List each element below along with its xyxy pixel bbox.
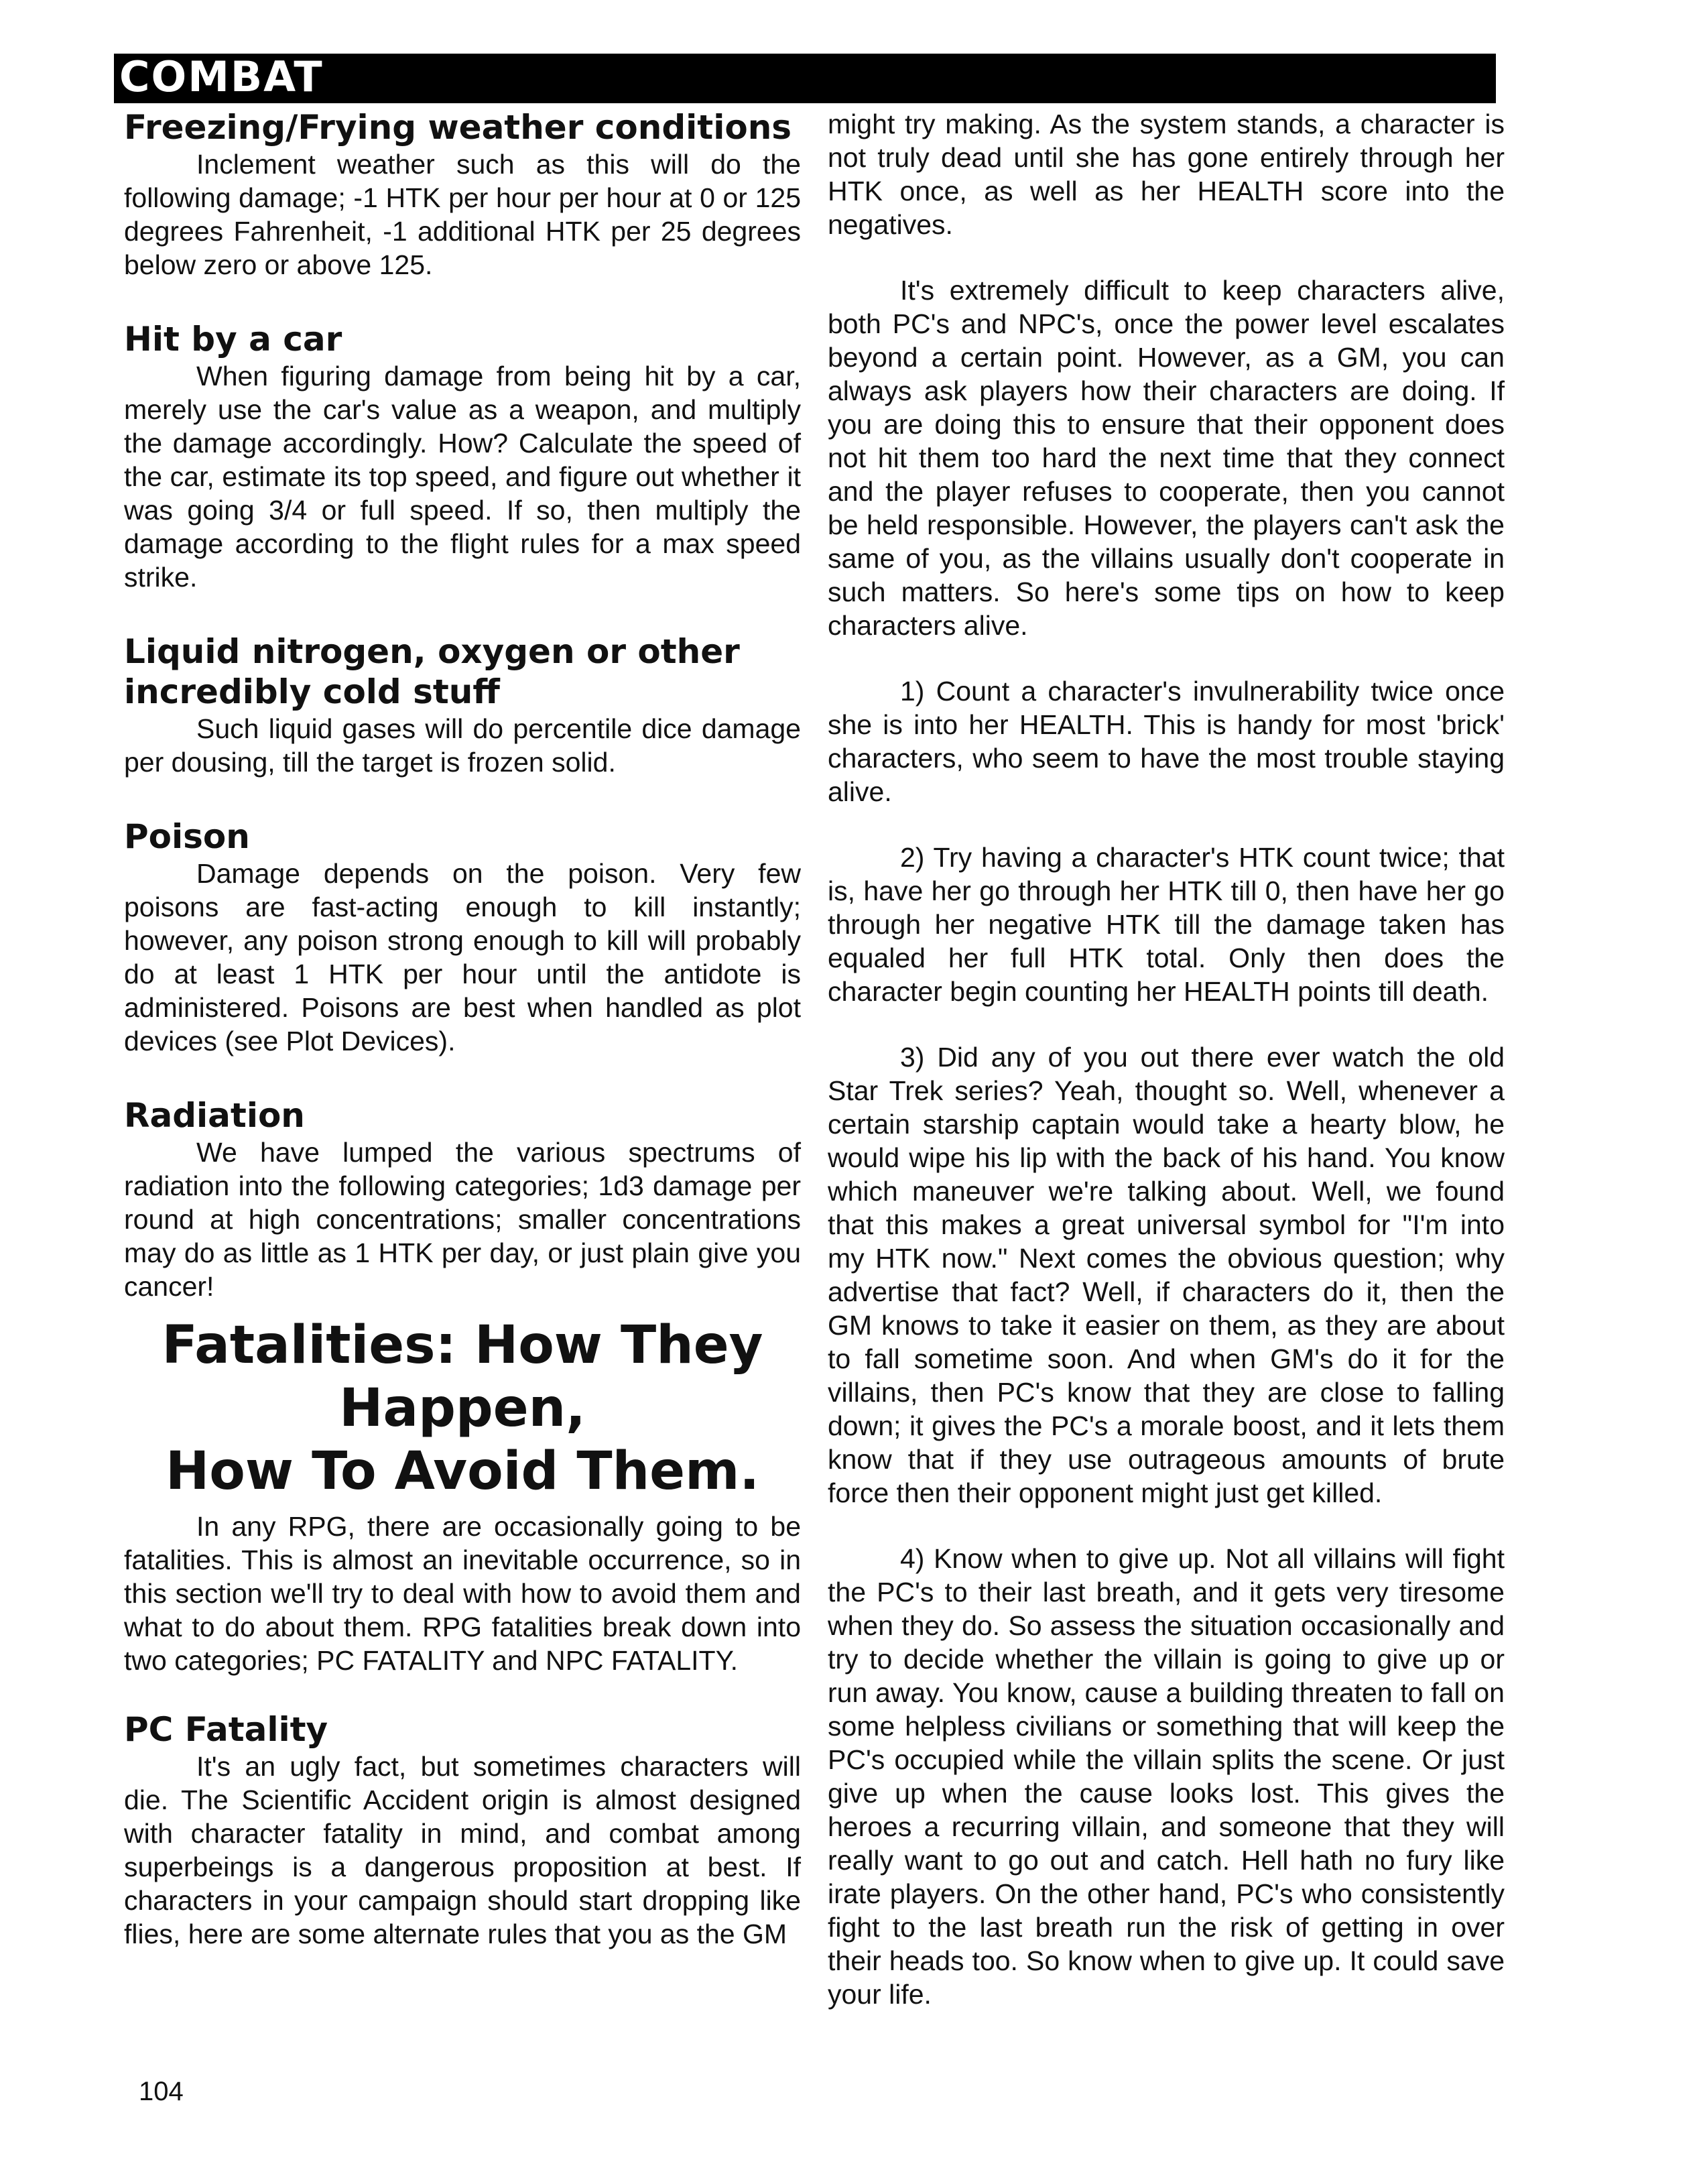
heading-radiation: Radiation xyxy=(124,1096,305,1135)
right-paragraph-1: might try making. As the system stands, a character is not truly dead until she has gone entirely through her HTK once, as well as her HEALTH score into the negatives. xyxy=(828,109,1505,240)
tip-4: 4) Know when to give up. Not all villains will fight the PC's to their last breath, and it gets very tiresome when they do. So assess the situation occasionally and try to decide whether the villain is going to give up or run away. You know, cause a building threaten to fall on some helpless civilians or something that will keep the PC's occupied while the villain splits the scene. Or just give up when the cause looks lost. This gives the heroes a recurring villain, and someone that they will really want to go out and catch. Hell hath no fury like irate players. On the other hand, PC's who consistently fight to the last breath run the risk of getting in over their heads too. So know when to give up. It could save your life. xyxy=(828,1543,1505,2010)
section-title-line2: Happen, xyxy=(339,1378,586,1439)
left-column xyxy=(124,107,801,1951)
heading-car: Hit by a car xyxy=(124,320,342,359)
body-cold: Such liquid gases will do percentile dice damage per dousing, till the target is frozen solid. xyxy=(124,713,801,778)
right-column xyxy=(828,107,1505,2011)
heading-pc-fatality: PC Fatality xyxy=(124,1710,328,1749)
body-car: When figuring damage from being hit by a car, merely use the car's value as a weapon, and multiply the damage accordingly. How? Calculate the speed of the car, estimate its top speed, and figure out whether it was going 3/4 or full speed. If so, then multiply the damage according to the flight rules for a max speed strike. xyxy=(124,361,801,593)
body-pc-fatality: It's an ugly fact, but sometimes characters will die. The Scientific Accident origin is almost designed with character fatality in mind, and combat among superbeings is a dangerous proposition at best. If characters in your campaign should start dropping like flies, here are some alternate rules that you as the GM xyxy=(124,1751,801,1949)
section-title xyxy=(124,1314,801,1503)
body-weather: Inclement weather such as this will do the following damage; -1 HTK per hour per hour at 0 or 125 degrees Fahrenheit, -1 additional HTK per 25 degrees below zero or above 125. xyxy=(124,149,801,280)
heading-cold: Liquid nitrogen, oxygen or other incredibly cold stuff xyxy=(124,632,740,711)
heading-weather: Freezing/Frying weather conditions xyxy=(124,108,792,147)
tip-1: 1) Count a character's invulnerability twice once she is into her HEALTH. This is handy for most 'brick' characters, who seem to have the most trouble staying alive. xyxy=(828,676,1505,807)
chapter-title: COMBAT xyxy=(119,52,324,101)
heading-poison: Poison xyxy=(124,817,250,856)
page-number: 104 xyxy=(139,2077,184,2106)
right-paragraph-2: It's extremely difficult to keep characters alive, both PC's and NPC's, once the power level escalates beyond a certain point. However, as a GM, you can always ask players how their characters are doing. If you are doing this to ensure that their opponent does not hit them too hard the next time that they connect and the player refuses to cooperate, then you cannot be held responsible. However, the players can't ask the same of you, as the villains usually don't cooperate in such matters. So here's some tips on how to keep characters alive. xyxy=(828,275,1505,641)
section-title-line3: How To Avoid Them. xyxy=(166,1441,759,1502)
body-poison: Damage depends on the poison. Very few poisons are fast-acting enough to kill instantly; however, any poison strong enough to kill will probably do at least 1 HTK per hour until the antidote is administered. Poisons are best when handled as plot devices (see Plot Devices). xyxy=(124,858,801,1056)
tip-2: 2) Try having a character's HTK count twice; that is, have her go through her HTK till 0, then have her go through her negative HTK till the damage taken has equaled her full HTK total. Only then does the character begin counting her HEALTH points till death. xyxy=(828,842,1505,1007)
header-bar xyxy=(114,54,1496,103)
body-radiation: We have lumped the various spectrums of radiation into the following categories; 1d3 damage per round at high concentrations; smaller concentrations may do as little as 1 HTK per day, or just plain give you cancer! xyxy=(124,1137,801,1302)
section-title-line1: Fatalities: How They xyxy=(162,1315,763,1376)
body-intro: In any RPG, there are occasionally going to be fatalities. This is almost an inevitable occurrence, so in this section we'll try to deal with how to avoid them and what to do about them. RPG fatalities break down into two categories; PC FATALITY and NPC FATALITY. xyxy=(124,1511,801,1676)
tip-3: 3) Did any of you out there ever watch the old Star Trek series? Yeah, thought so. Well, whenever a certain starship captain would take a hearty blow, he would wipe his lip with the back of his hand. You know which maneuver we're talking about. Well, we found that this makes a great universal symbol for "I'm into my HTK now." Next comes the obvious question; why advertise that fact? Well, if characters do it, then the GM knows to take it easier on them, as they are about to fall sometime soon. And when GM's do it for the villains, then PC's know that they are close to falling down; it gives the PC's a morale boost, and it lets them know that if they use outrageous amounts of brute force then their opponent might just get killed. xyxy=(828,1042,1505,1508)
